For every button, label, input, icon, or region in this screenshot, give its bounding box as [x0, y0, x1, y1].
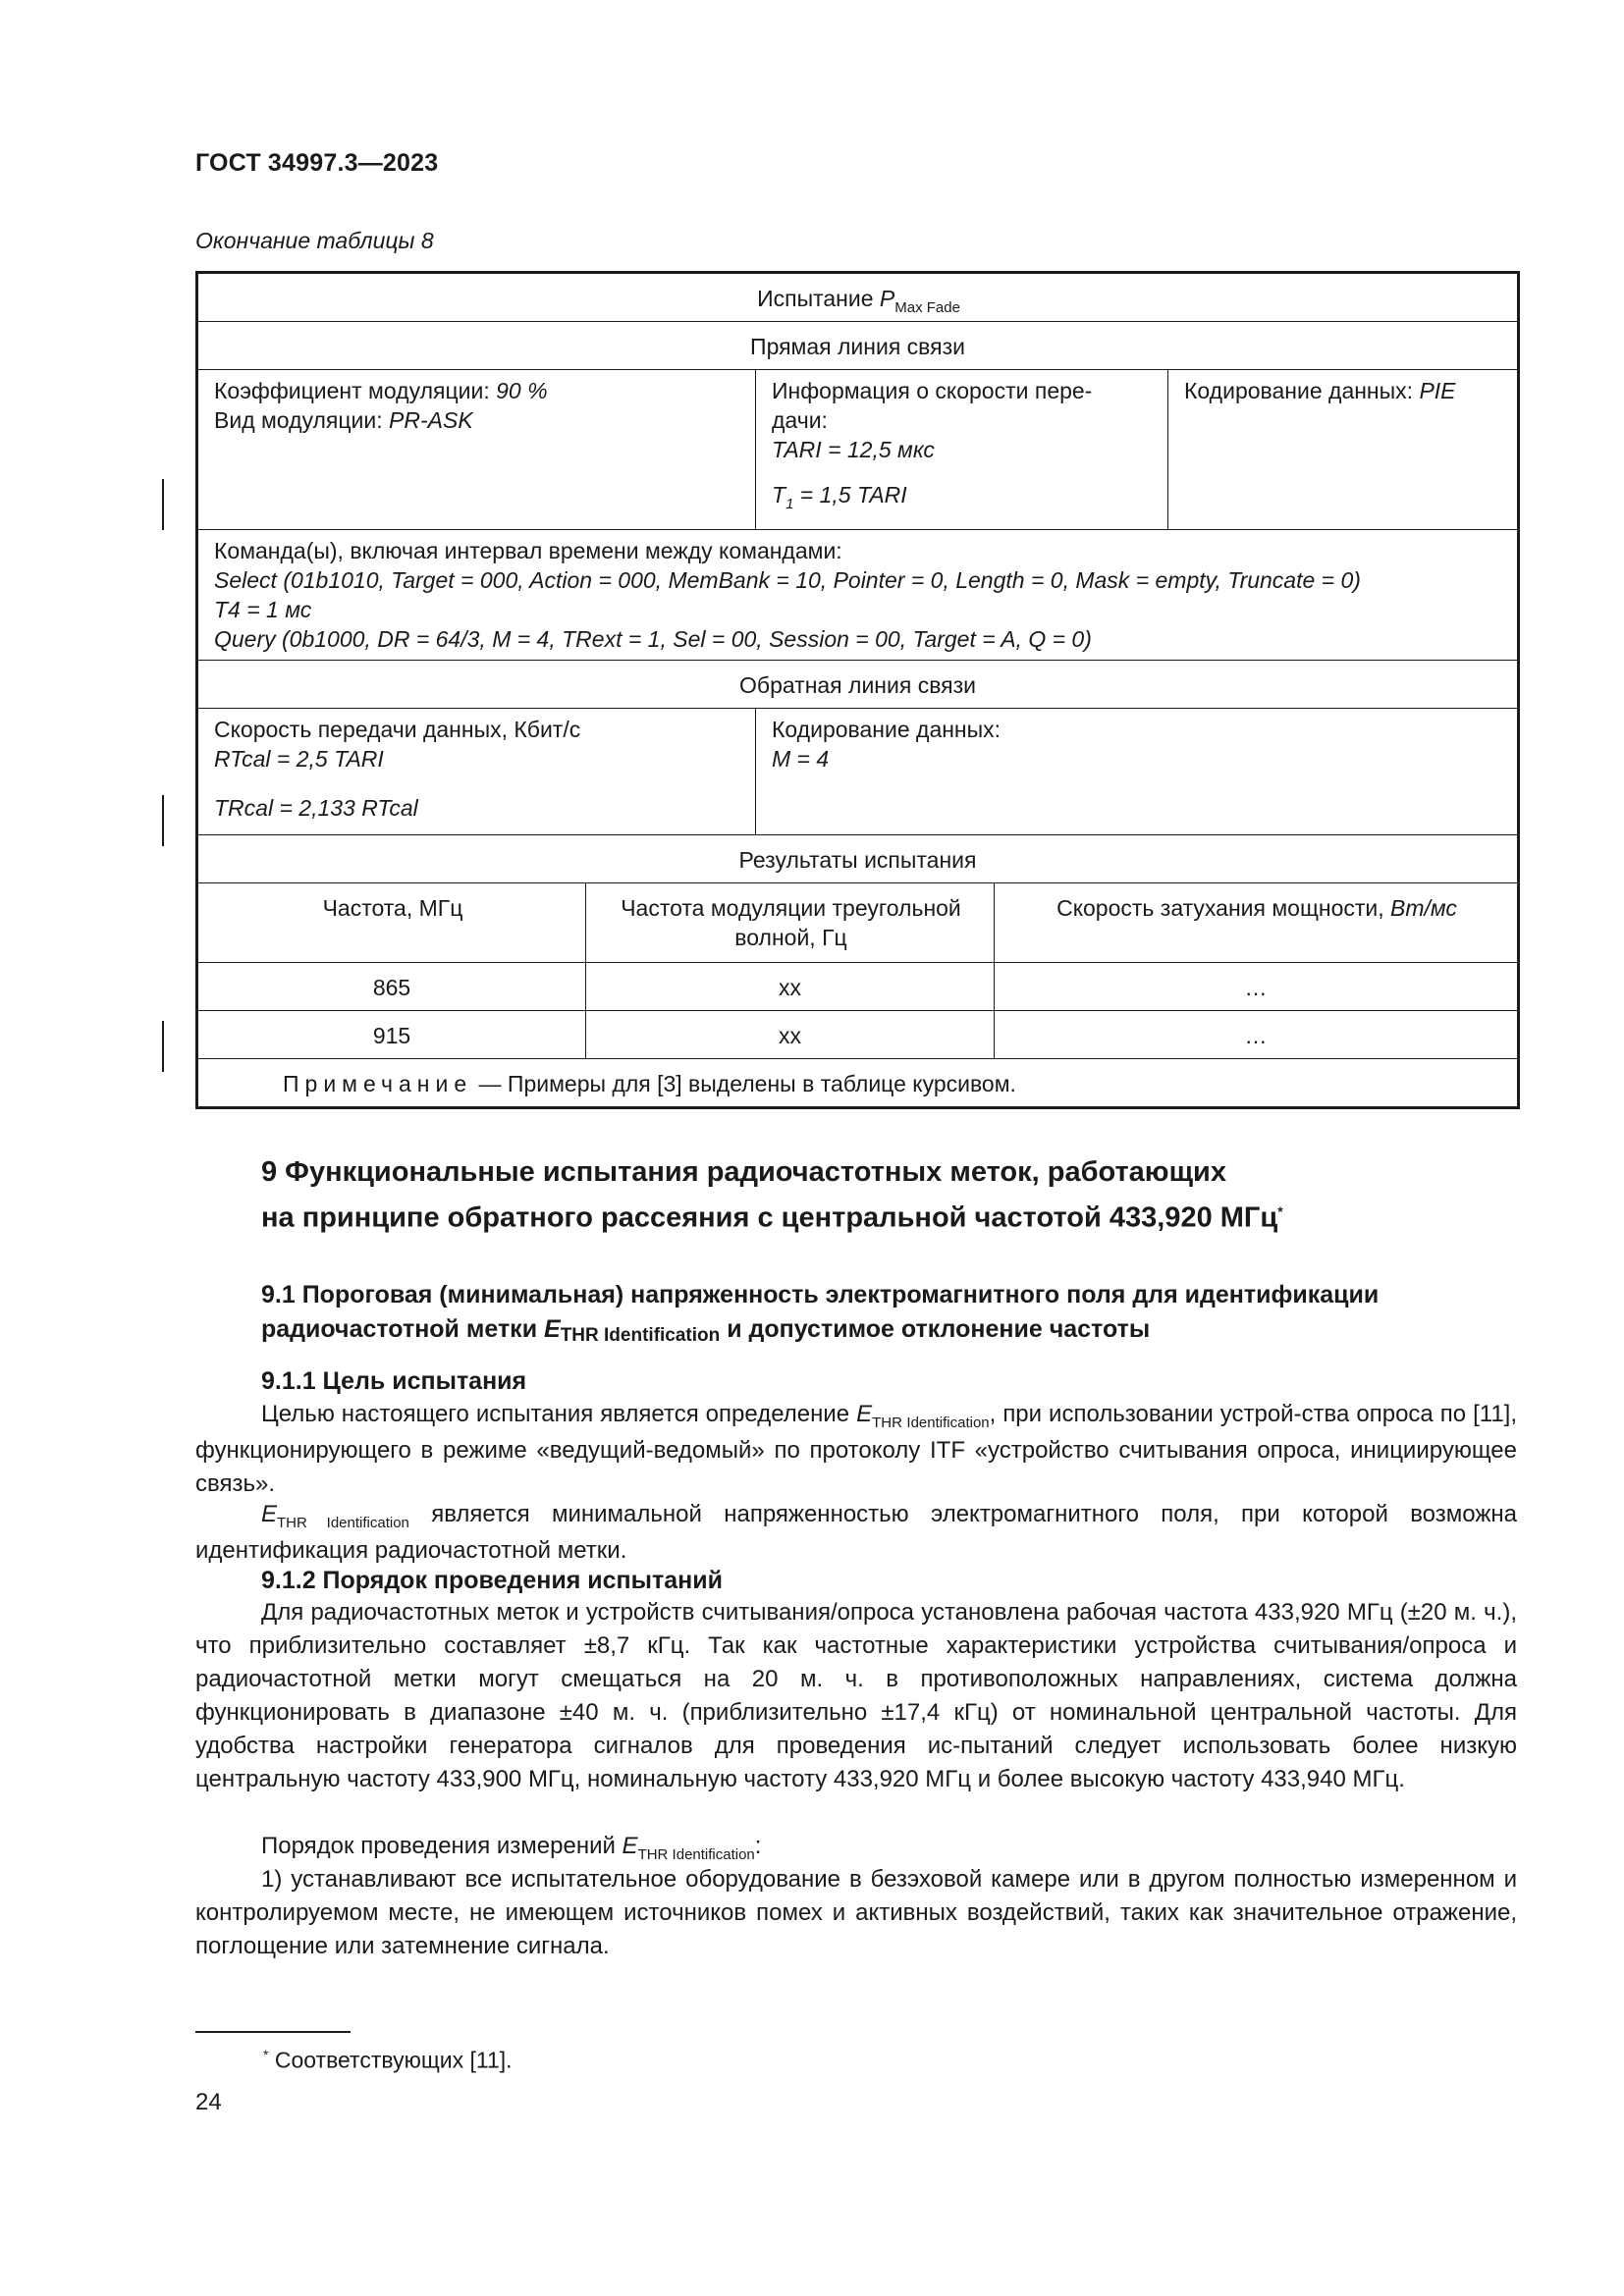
rate-info-cell: [756, 370, 1168, 530]
paragraph-step-1: 1) устанавливают все испытательное оборудование в безэховой камере или в другом полностью измеренном и контролируемом месте, не имеющем источников помех и активных воздействий, таких как значительное отражение, поглощение или затемнение сигнала.: [195, 1866, 1517, 1959]
row-fade: …: [995, 1011, 1519, 1059]
coding-value: PIE: [1419, 378, 1456, 403]
page-number: 24: [195, 2089, 222, 2115]
table-caption: Окончание таблицы 8: [195, 228, 434, 253]
paragraph-definition: $E_{THR Identification}$ является минимальной напряженностью электромагнитного поля, при которой возможна идентификация радиочастотной метки.: [195, 1501, 1517, 1564]
rtcal-value: RTcal = 2,5 TARI: [214, 746, 384, 772]
forward-link-row: [197, 322, 1519, 370]
coding-cell: [1168, 370, 1519, 530]
row-freq: 865: [197, 963, 586, 1011]
note-word: Примечание: [283, 1071, 473, 1096]
footnote-separator: [195, 2031, 351, 2033]
t1-value: $T_1 = 1,5$ TARI: [772, 482, 907, 512]
note-row: [197, 1059, 1519, 1108]
cmd-query: Query (0b1000, DR = 64/3, M = 4, TRext = 1, Sel = 00, Session = 00, Target = A, Q = 0): [214, 626, 1092, 652]
reverse-coding-cell: [756, 709, 1519, 835]
row-freq: 915: [197, 1011, 586, 1059]
rate-info-line1: Информация о скорости пере-: [772, 378, 1093, 403]
change-bar: [162, 479, 164, 530]
change-bar: [162, 795, 164, 846]
section-9-title: 9 Функциональные испытания радиочастотных меток, работающих на принципе обратного рассеяния с центральной частотой 433,920 МГц*: [261, 1156, 1283, 1234]
paragraph-procedure: Для радиочастотных меток и устройств считывания/опроса установлена рабочая частота 433,920 МГц (±20 м. ч.), что приблизительно составляет ±8,7 кГц. Так как частотные характеристики устройства считывания/опроса и радиочастотной метки могут смещаться на 20 м. ч. в противоположных направлениях, система должна функционировать в диапазоне ±40 м. ч. (приблизительно ±17,4 кГц) от номинальной центральной частоты. Для удобства настройки генератора сигналов для проведения ис-пытаний следует использовать более низкую центральную частоту 433,900 МГц, номинальную частоту 433,920 МГц и более высокую частоту 433,940 МГц.: [195, 1599, 1517, 1792]
commands-cell: [197, 530, 1519, 661]
standard-header: ГОСТ 34997.3—2023: [195, 149, 439, 177]
footnote: * Соответствующих [11].: [263, 2047, 513, 2073]
results-cell: Результаты испытания: [197, 835, 1519, 883]
commands-label: Команда(ы), включая интервал времени между командами:: [214, 538, 842, 563]
section-9-1-title: 9.1 Пороговая (минимальная) напряженность электромагнитного поля для идентификации радиочастотной метки ETHR Identification и допустимое отклонение частоты: [261, 1281, 1380, 1346]
test-title-prefix: Испытание: [757, 286, 880, 311]
reverse-coding-value: M = 4: [772, 746, 830, 772]
paragraph-measurement-order: Порядок проведения измерений $E_{THR Identification}$:: [261, 1833, 762, 1863]
section-9-1-1-heading: 9.1.1 Цель испытания: [261, 1367, 527, 1395]
coding-label: Кодирование данных:: [1184, 378, 1420, 403]
mod-coef-value: 90 %: [496, 378, 548, 403]
rate-info-line2: дачи:: [772, 407, 828, 433]
col-frequency: Частота, МГц: [197, 883, 586, 963]
note-text: — Примеры для [3] выделены в таблице курсивом.: [472, 1071, 1016, 1096]
test-title-var: P: [879, 286, 895, 311]
reverse-params-row: [197, 709, 1519, 835]
forward-params-row: [197, 370, 1519, 530]
data-rate-cell: [197, 709, 756, 835]
table-note: [197, 1059, 1519, 1108]
mod-type-value: PR-ASK: [389, 407, 473, 433]
table-8: [195, 271, 1520, 1109]
section-9-1-2-heading: 9.1.2 Порядок проведения испытаний: [261, 1567, 723, 1594]
results-header-row: [197, 883, 1519, 963]
test-title-cell: [197, 273, 1519, 322]
mod-coef-label: Коэффициент модуляции:: [214, 378, 497, 403]
col-triangle-mod: Частота модуляции треугольной волной, Гц: [586, 883, 995, 963]
reverse-link-cell: Обратная линия связи: [197, 661, 1519, 709]
row-tri: xx: [586, 963, 995, 1011]
col-fade-rate: Скорость затухания мощности, Вт/мс: [995, 883, 1519, 963]
table-title-row: [197, 273, 1519, 322]
footnote-mark: *: [1277, 1203, 1283, 1219]
table-row: [197, 963, 1519, 1011]
commands-row: [197, 530, 1519, 661]
cmd-select: Select (01b1010, Target = 000, Action = 000, MemBank = 10, Pointer = 0, Length = 0, Mask = empty, Truncate = 0): [214, 567, 1361, 593]
reverse-coding-label: Кодирование данных:: [772, 717, 1001, 742]
results-row: [197, 835, 1519, 883]
forward-link-cell: Прямая линия связи: [197, 322, 1519, 370]
change-bar: [162, 1021, 164, 1072]
table-row: [197, 1011, 1519, 1059]
tari-value: TARI = 12,5 мкс: [772, 437, 935, 462]
paragraph-purpose: Целью настоящего испытания является определение $E_{THR Identification}$, при использовании устрой-ства опроса по [11], функционирующего в режиме «ведущий-ведомый» по протоколу ITF «устройство считывания опроса, инициирующее связь».: [195, 1401, 1517, 1497]
row-tri: xx: [586, 1011, 995, 1059]
mod-type-label: Вид модуляции:: [214, 407, 390, 433]
modulation-cell: [197, 370, 756, 530]
reverse-link-row: [197, 661, 1519, 709]
test-title-sub: Max Fade: [894, 299, 960, 316]
trcal-value: TRcal = 2,133 RTcal: [214, 795, 418, 821]
row-fade: …: [995, 963, 1519, 1011]
data-rate-label: Скорость передачи данных, Кбит/с: [214, 717, 581, 742]
cmd-t4: T4 = 1 мс: [214, 597, 312, 622]
